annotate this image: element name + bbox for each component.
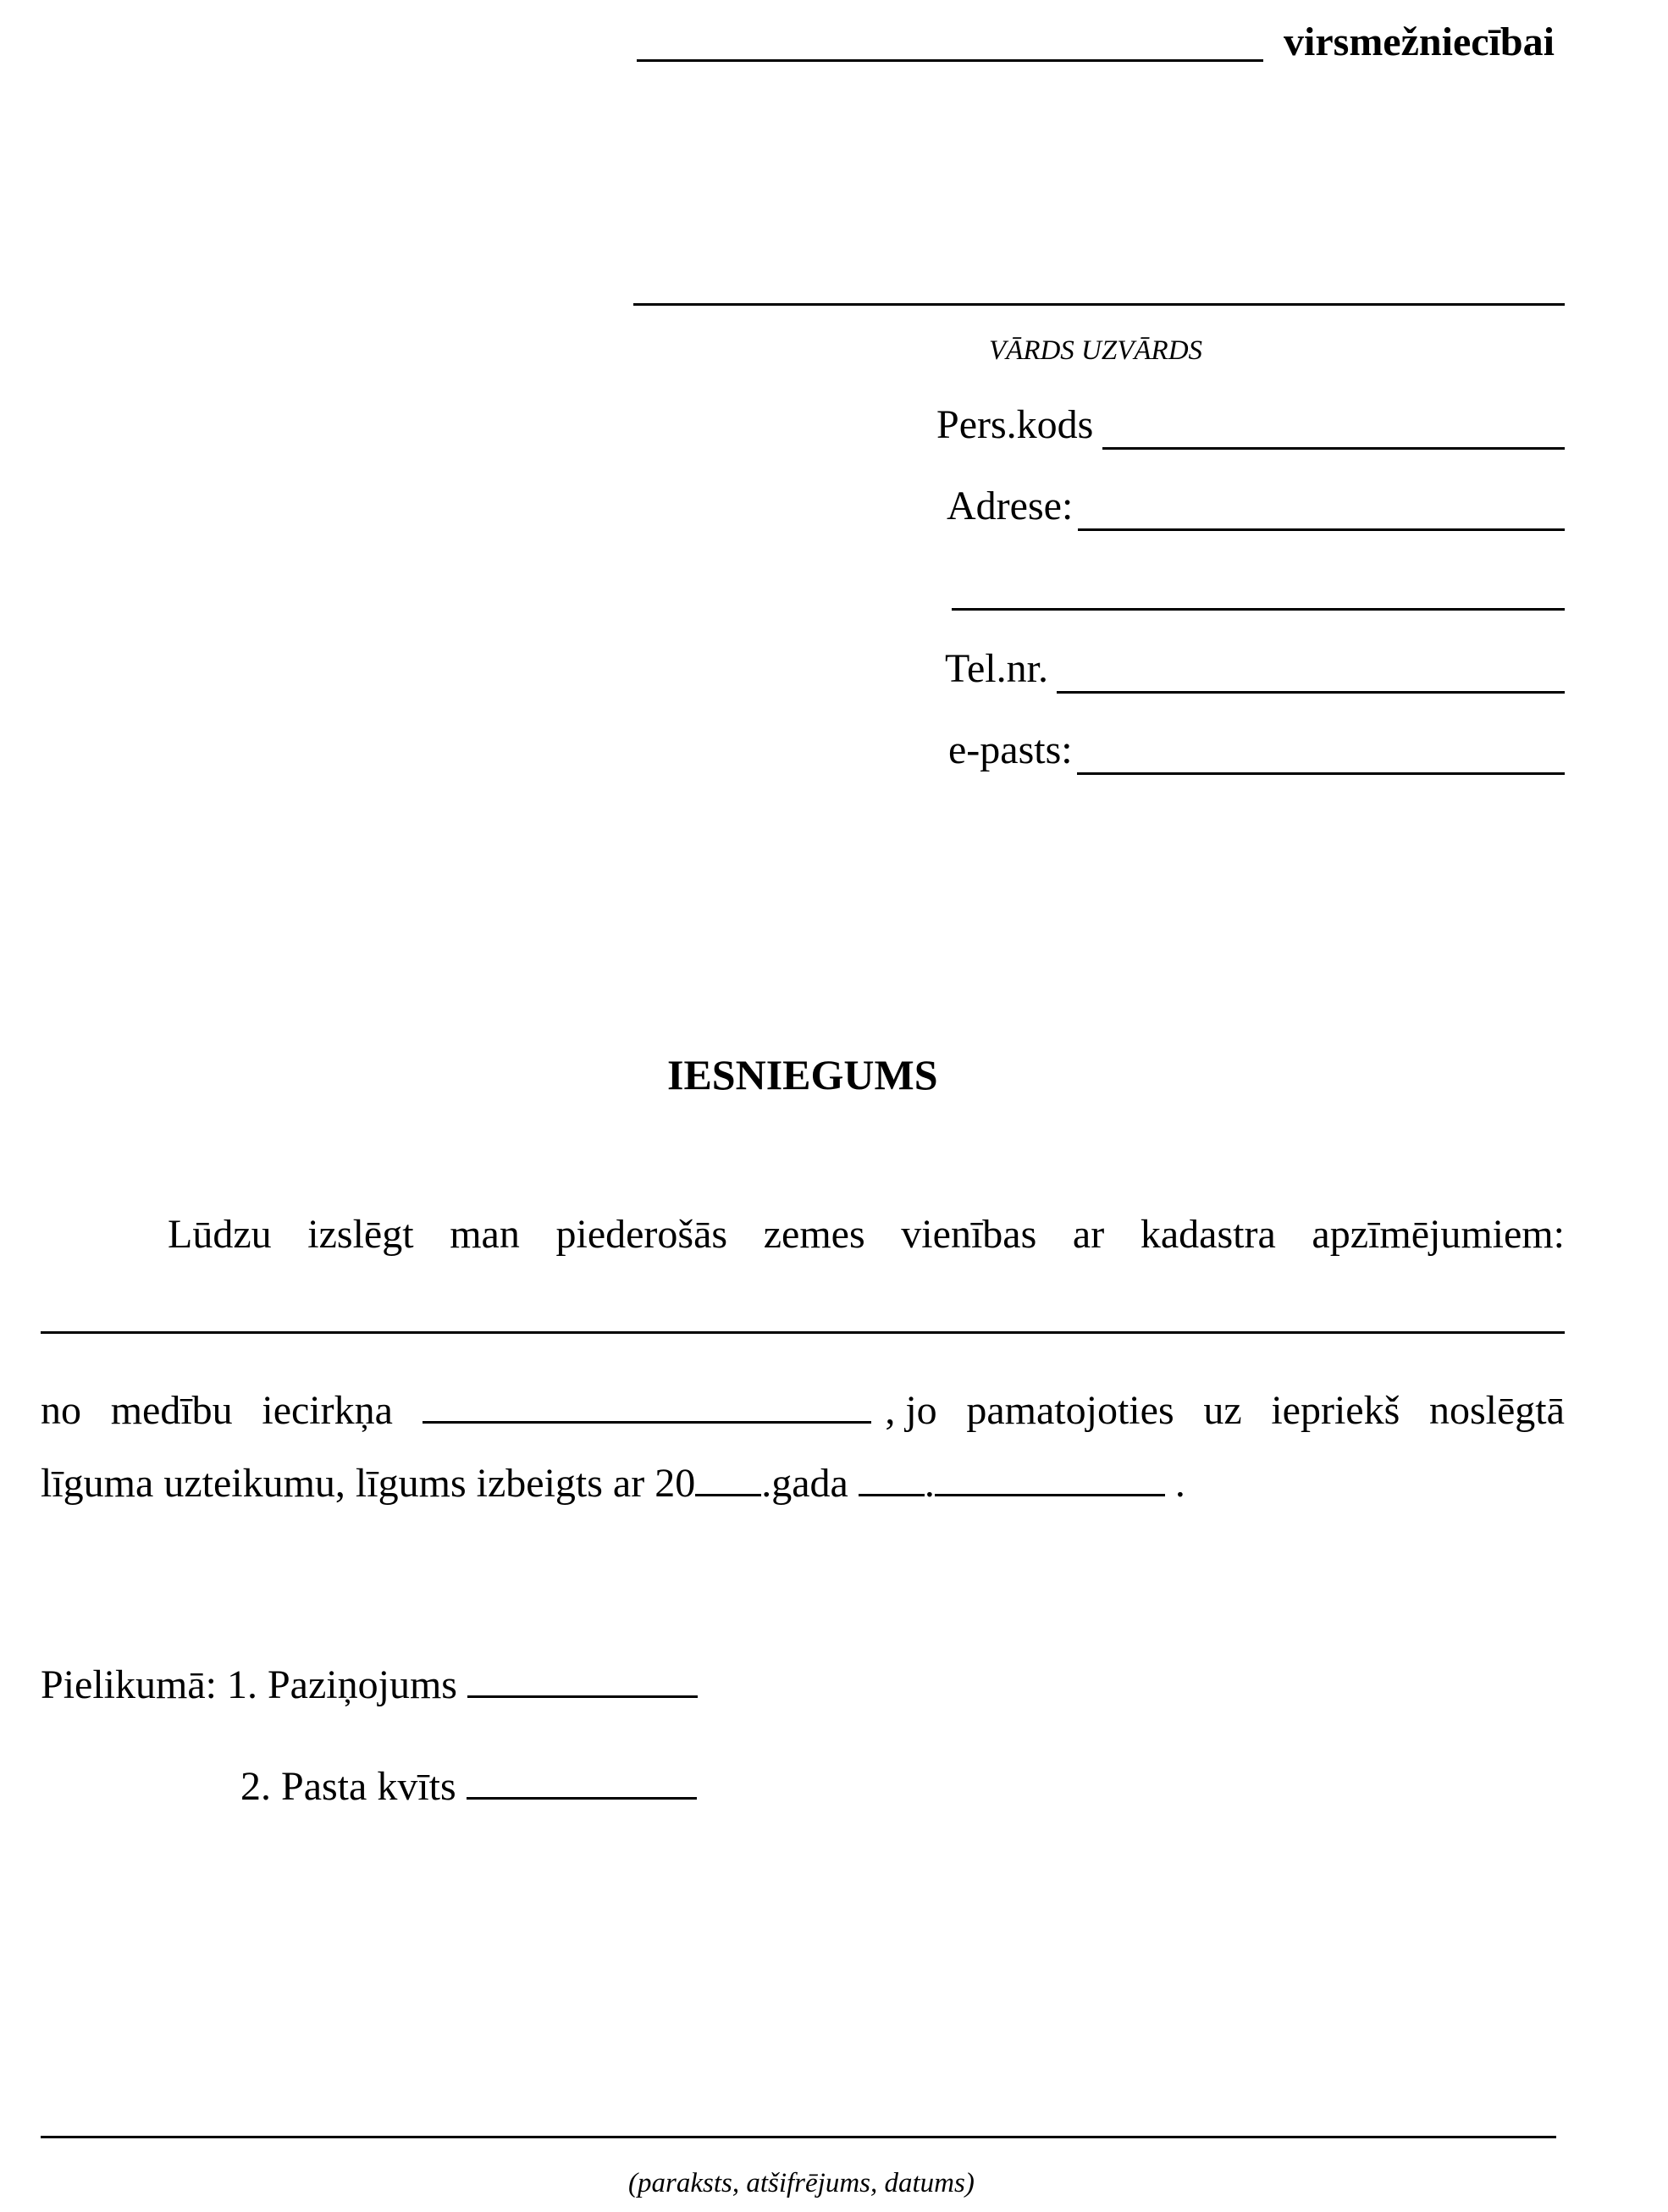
body-text: līguma uzteikumu, līgums izbeigts ar 20 [41, 1461, 696, 1506]
body-word: no [41, 1388, 81, 1433]
body-line-2 [41, 1389, 1565, 1431]
recipient-blank-line[interactable] [637, 59, 1263, 62]
attachment-item-1 [41, 1663, 698, 1706]
body-word: ar [1072, 1212, 1105, 1257]
attachment-label-1: 1. Paziņojums [226, 1662, 467, 1707]
recipient-label: virsmežniecībai [1284, 19, 1555, 64]
day-blank[interactable] [859, 1462, 925, 1496]
body-line-3 [41, 1462, 1185, 1504]
personal-code-line[interactable] [1102, 447, 1565, 450]
name-caption: VĀRDS UZVĀRDS [989, 335, 1203, 366]
address-line[interactable] [1078, 528, 1565, 531]
body-word: man [450, 1212, 520, 1257]
body-word: uz [1203, 1388, 1242, 1433]
attachment-blank-1[interactable] [467, 1663, 698, 1698]
body-word: pamatojoties [966, 1388, 1174, 1433]
body-text: . [924, 1461, 935, 1506]
body-word: noslēgtā [1428, 1388, 1565, 1433]
cadastre-numbers-line[interactable] [41, 1331, 1565, 1334]
attachments-prefix: Pielikumā: [41, 1662, 227, 1707]
attachment-blank-2[interactable] [467, 1765, 697, 1800]
document-title: IESNIEGUMS [667, 1051, 938, 1098]
attachment-label-2: 2. Pasta kvīts [240, 1764, 467, 1809]
body-word: zemes [763, 1212, 865, 1257]
personal-code-label: Pers.kods [936, 402, 1094, 447]
body-text: .gada [761, 1461, 848, 1506]
email-line[interactable] [1077, 772, 1565, 775]
address-label: Adrese: [947, 484, 1074, 528]
body-word: Lūdzu [168, 1212, 272, 1257]
body-text: . [1164, 1461, 1185, 1506]
body-word: vienības [901, 1212, 1037, 1257]
applicant-name-line[interactable] [633, 303, 1565, 306]
signature-caption: (paraksts, atšifrējums, datums) [628, 2168, 975, 2198]
month-blank[interactable] [935, 1462, 1165, 1496]
hunting-area-blank[interactable] [423, 1389, 871, 1424]
body-line-1 [41, 1214, 1565, 1255]
phone-line[interactable] [1057, 691, 1565, 694]
phone-label: Tel.nr. [945, 646, 1048, 691]
body-word: piederošās [555, 1212, 728, 1257]
body-word: , jo [885, 1388, 937, 1433]
body-word: kadastra [1140, 1212, 1276, 1257]
body-word: apzīmējumiem: [1312, 1212, 1565, 1257]
attachment-item-2 [240, 1765, 697, 1807]
body-word: iecirkņa [262, 1388, 393, 1433]
year-blank[interactable] [695, 1462, 761, 1496]
signature-line[interactable] [41, 2136, 1556, 2138]
body-word: medību [110, 1388, 233, 1433]
body-word: iepriekš [1271, 1388, 1400, 1433]
address-line-2[interactable] [952, 608, 1565, 611]
email-label: e-pasts: [948, 727, 1073, 772]
body-word: izslēgt [307, 1212, 414, 1257]
